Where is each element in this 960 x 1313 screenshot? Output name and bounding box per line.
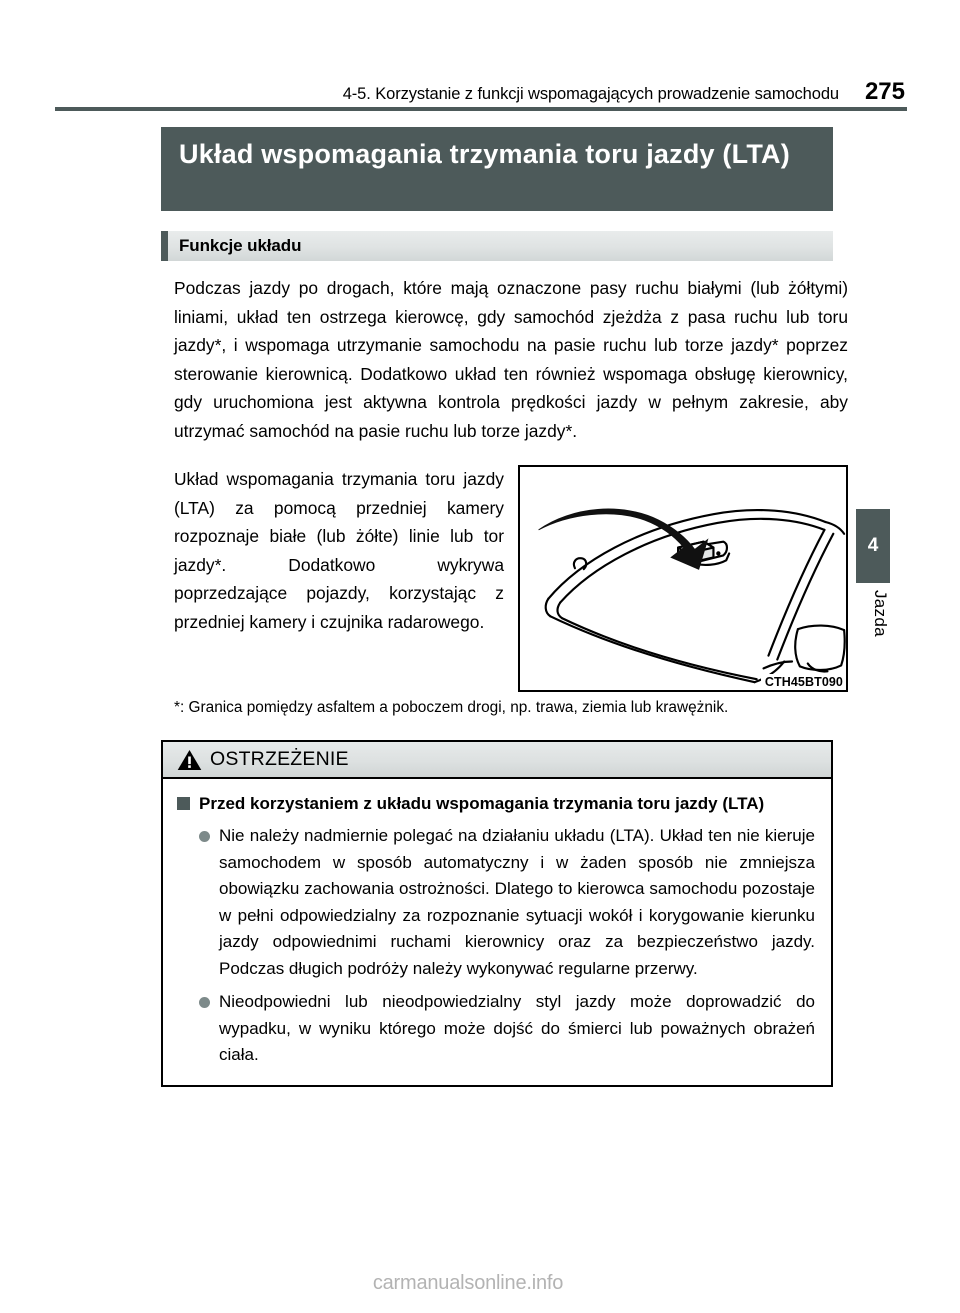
- warning-body: [163, 779, 831, 1085]
- page-header: [55, 78, 905, 106]
- page-number: 275: [864, 78, 905, 105]
- chapter-tab-number: 4: [856, 509, 890, 583]
- subsection-marker-bar: [161, 231, 168, 261]
- warning-list-item: [199, 989, 815, 1069]
- section-title-text: Układ wspomagania trzymania toru jazdy (LTA): [179, 139, 790, 169]
- warning-group-title-text: Przed korzystaniem z układu wspomagania trzymania toru jazdy (LTA): [199, 794, 765, 813]
- square-marker-icon: [177, 797, 190, 810]
- warning-triangle-icon: [177, 749, 202, 771]
- illustration-code: CTH45BT090: [761, 674, 846, 690]
- warning-item-text: Nie należy nadmiernie polegać na działaniu układu (LTA). Układ ten nie kieruje samochodem w sposób automatyczny i w żaden sposób nie zmniejsza obowiązku zachowania ostrożności. Dlatego to kierowca samochodu pozostaje w pełni odpowiedzialny za rozpoznanie sytuacji wokół i korygowanie kierunku jazdy odpowiednimi ruchami kierownicy oraz za bezpieczeństwo jazdy. Podczas długich podróży należy wykonywać regularne przerwy.: [219, 826, 815, 978]
- warning-heading-text: OSTRZEŻENIE: [210, 748, 349, 770]
- pointer-arrow-icon: [539, 509, 708, 569]
- header-section-title: 4-5. Korzystanie z funkcji wspomagających prowadzenie samochodu: [342, 85, 839, 103]
- warning-group-title: [177, 791, 815, 816]
- warning-list-item: [199, 823, 815, 982]
- chapter-tab-label: Jazda: [871, 590, 890, 637]
- header-divider-rule: [55, 107, 907, 111]
- wrap-paragraph: Układ wspomagania trzymania toru jazdy (LTA) za pomocą przedniej kamery rozpoznaje białe (lub żółte) linie lub tor jazdy*. Dodatkowo wykrywa poprzedzające pojazdy, korzystając z przedniej kamery i czujnika radarowego.: [174, 469, 504, 632]
- warning-item-text: Nieodpowiedni lub nieodpowiedzialny styl jazdy może doprowadzić do wypadku, w wyniku którego może dojść do śmierci lub poważnych obrażeń ciała.: [219, 992, 815, 1064]
- front-camera-illustration: [518, 465, 848, 692]
- warning-header: [163, 742, 831, 779]
- windshield-camera-diagram: [520, 467, 846, 690]
- section-title-bar: [161, 127, 833, 211]
- subsection-title-text: Funkcje układu: [179, 236, 302, 255]
- illustration-text-block: [174, 465, 848, 698]
- warning-box: [161, 740, 833, 1087]
- footer-watermark: carmanualsonline.info: [372, 1272, 564, 1294]
- intro-paragraph: Podczas jazdy po drogach, które mają oznaczone pasy ruchu białymi (lub żółtymi) liniami, układ ten ostrzega kierowcę, gdy samochód zjeżdża z pasa ruchu lub toru jazdy*, i wspomaga utrzymanie samochodu na pasie ruchu lub torze jazdy* poprzez sterowanie kierownicą. Dodatkowo układ ten również wspomaga obsługę kierownicy, gdy uruchomiona jest aktywna kontrola prędkości jazdy w pełnym zakresie, aby utrzymać samochód na pasie ruchu lub torze jazdy*.: [174, 278, 848, 441]
- subsection-header: [161, 231, 833, 261]
- bullet-dot-icon: [199, 831, 210, 842]
- mirror-detail-dot: [716, 551, 720, 555]
- bullet-dot-icon: [199, 997, 210, 1008]
- footnote-text: *: Granica pomiędzy asfaltem a poboczem drogi, np. trawa, ziemia lub krawężnik.: [174, 699, 729, 716]
